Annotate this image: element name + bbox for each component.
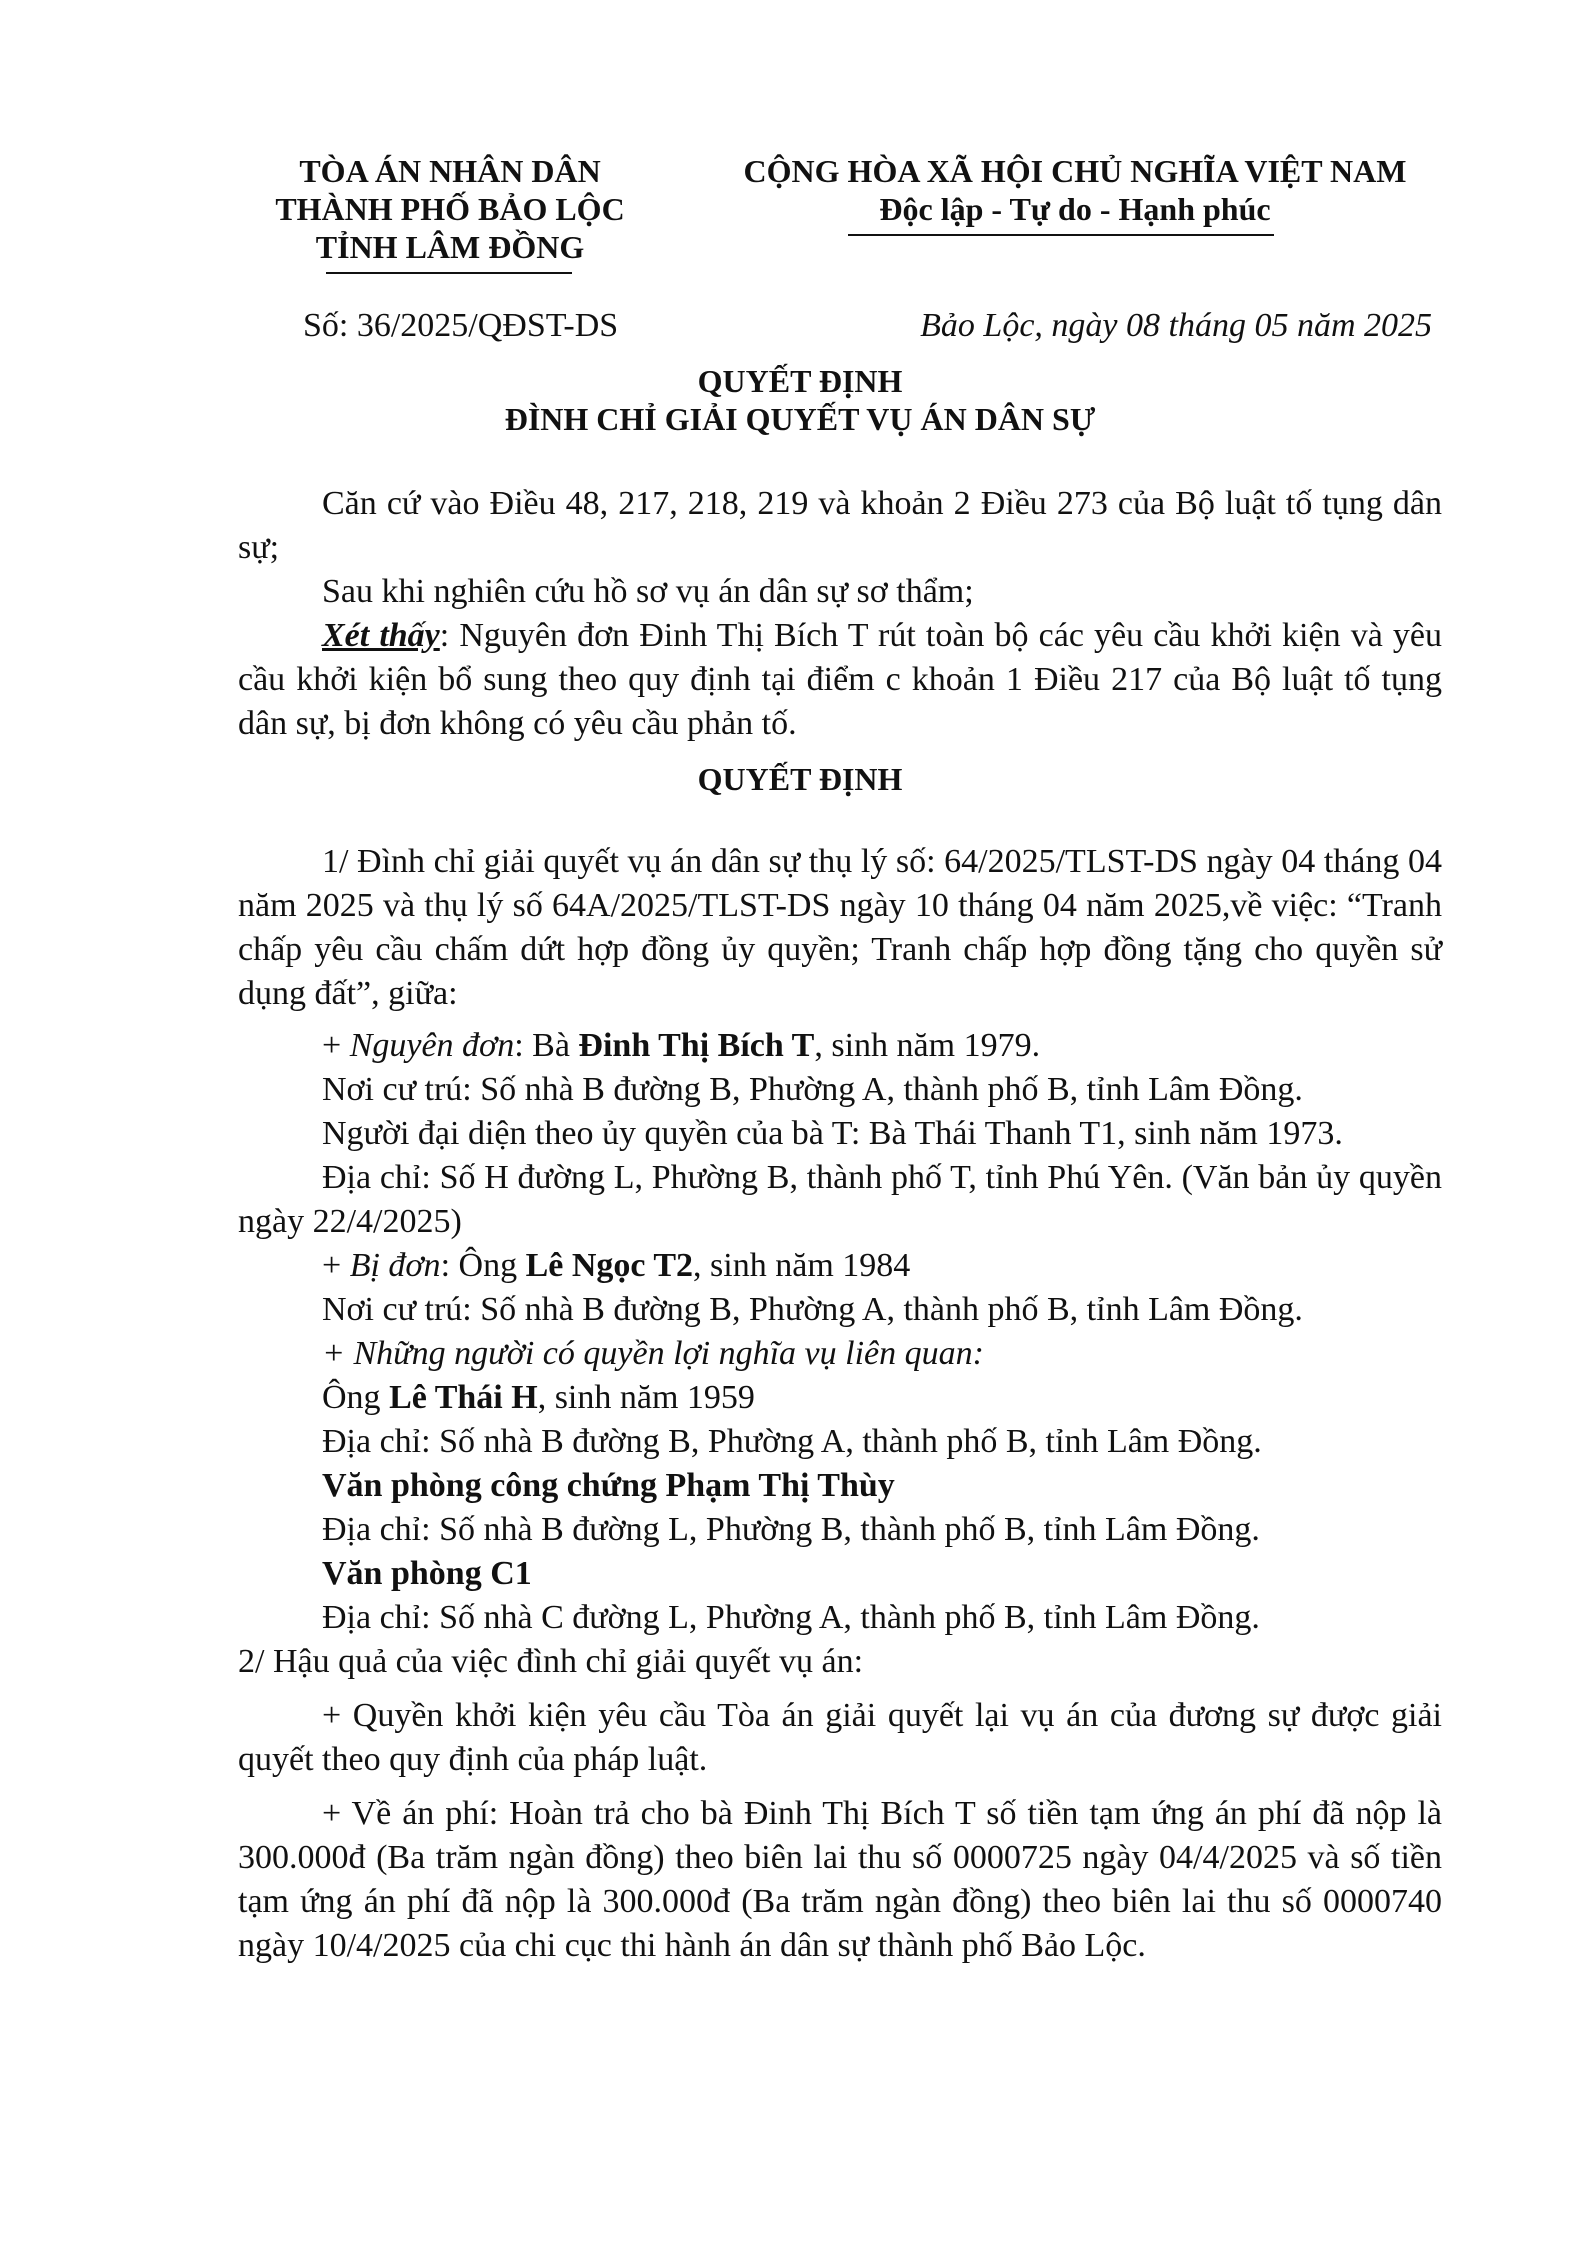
court-name-block bbox=[222, 152, 678, 266]
nation-title: CỘNG HÒA XÃ HỘI CHỦ NGHĨA VIỆT NAM bbox=[743, 153, 1407, 189]
related-1-name: Lê Thái H bbox=[389, 1379, 538, 1416]
court-line-2: THÀNH PHỐ BẢO LỘC bbox=[275, 191, 625, 227]
plaintiff-line bbox=[238, 1024, 1442, 1068]
defendant-label: Bị đơn bbox=[349, 1247, 441, 1284]
nation-motto: Độc lập - Tự do - Hạnh phúc bbox=[879, 191, 1271, 227]
preamble bbox=[238, 482, 1442, 746]
document-title bbox=[260, 362, 1340, 438]
motto-underline bbox=[848, 234, 1274, 236]
place-date: Bảo Lộc, ngày 08 tháng 05 năm 2025 bbox=[920, 307, 1432, 344]
finding-text: : Nguyên đơn Đinh Thị Bích T rút toàn bộ các yêu cầu khởi kiện và yêu cầu khởi kiện bổ sung theo quy định tại điểm c khoản 1 Điều 217 của Bộ luật tố tụng dân sự, bị đơn không có yêu cầu phản tố. bbox=[238, 617, 1442, 742]
right-to-sue: + Quyền khởi kiện yêu cầu Tòa án giải quyết lại vụ án của đương sự được giải quyết theo quy định của pháp luật. bbox=[238, 1697, 1442, 1778]
related-1-post: , sinh năm 1959 bbox=[537, 1379, 755, 1416]
plaintiff-post: , sinh năm 1979. bbox=[814, 1027, 1041, 1064]
related-party-1-address: Địa chỉ: Số nhà B đường B, Phường A, thành phố B, tỉnh Lâm Đồng. bbox=[322, 1423, 1262, 1460]
defendant-prefix: + bbox=[322, 1247, 350, 1284]
representative: Người đại diện theo ủy quyền của bà T: Bà Thái Thanh T1, sinh năm 1973. bbox=[322, 1115, 1343, 1152]
court-line-1: TÒA ÁN NHÂN DÂN bbox=[299, 153, 601, 189]
related-1-pre: Ông bbox=[322, 1379, 390, 1416]
defendant-line bbox=[238, 1244, 1442, 1288]
plaintiff-pre: : Bà bbox=[514, 1027, 579, 1064]
defendant-residence: Nơi cư trú: Số nhà B đường B, Phường A, thành phố B, tỉnh Lâm Đồng. bbox=[322, 1291, 1303, 1328]
court-underline bbox=[326, 272, 572, 274]
court-fee: + Về án phí: Hoàn trả cho bà Đinh Thị Bích T số tiền tạm ứng án phí đã nộp là 300.000đ (Ba trăm ngàn đồng) theo biên lai thu số 0000725 ngày 04/4/2025 và số tiền tạm ứng án phí đã nộp là 300.000đ (Ba trăm ngàn đồng) theo biên lai thu số 0000740 ngày 10/4/2025 của chi cục thi hành án dân sự thành phố Bảo Lộc. bbox=[238, 1795, 1442, 1964]
section-1 bbox=[238, 840, 1442, 1968]
plaintiff-name: Đinh Thị Bích T bbox=[578, 1027, 815, 1064]
defendant-post: , sinh năm 1984 bbox=[693, 1247, 911, 1284]
document-number: Số: 36/2025/QĐST-DS bbox=[303, 307, 619, 344]
plaintiff-residence: Nơi cư trú: Số nhà B đường B, Phường A, thành phố B, tỉnh Lâm Đồng. bbox=[322, 1071, 1303, 1108]
representative-address: Địa chỉ: Số H đường L, Phường B, thành phố T, tỉnh Phú Yên. (Văn bản ủy quyền ngày 22/4/2025) bbox=[238, 1159, 1442, 1240]
finding-label: Xét thấy bbox=[322, 617, 440, 654]
section-1-intro: 1/ Đình chỉ giải quyết vụ án dân sự thụ lý số: 64/2025/TLST-DS ngày 04 tháng 04 năm 2025 và thụ lý số 64A/2025/TLST-DS ngày 10 tháng 04 năm 2025,về việc: “Tranh chấp yêu cầu chấm dứt hợp đồng ủy quyền; Tranh chấp hợp đồng tặng cho quyền sử dụng đất”, giữa: bbox=[238, 843, 1442, 1012]
decision-heading: QUYẾT ĐỊNH bbox=[697, 761, 903, 797]
case-study-note: Sau khi nghiên cứu hồ sơ vụ án dân sự sơ thẩm; bbox=[322, 573, 974, 610]
finding-paragraph bbox=[238, 614, 1442, 746]
defendant-name: Lê Ngọc T2 bbox=[525, 1247, 694, 1284]
related-party-1 bbox=[238, 1376, 1442, 1420]
plaintiff-prefix: + bbox=[322, 1027, 350, 1064]
related-party-2: Văn phòng công chứng Phạm Thị Thùy bbox=[322, 1467, 895, 1504]
court-line-3: TỈNH LÂM ĐỒNG bbox=[315, 229, 585, 265]
section-2-heading: 2/ Hậu quả của việc đình chỉ giải quyết vụ án: bbox=[238, 1643, 864, 1680]
defendant-pre: : Ông bbox=[440, 1247, 526, 1284]
related-party-2-address: Địa chỉ: Số nhà B đường L, Phường B, thành phố B, tỉnh Lâm Đồng. bbox=[322, 1511, 1260, 1548]
title-line-1: QUYẾT ĐỊNH bbox=[697, 363, 903, 399]
related-parties-label: + Những người có quyền lợi nghĩa vụ liên quan: bbox=[322, 1335, 984, 1372]
title-line-2: ĐÌNH CHỈ GIẢI QUYẾT VỤ ÁN DÂN SỰ bbox=[504, 401, 1096, 437]
plaintiff-label: Nguyên đơn bbox=[349, 1027, 515, 1064]
related-party-3-address: Địa chỉ: Số nhà C đường L, Phường A, thành phố B, tỉnh Lâm Đồng. bbox=[322, 1599, 1260, 1636]
national-motto-block bbox=[695, 152, 1455, 228]
legal-basis: Căn cứ vào Điều 48, 217, 218, 219 và khoản 2 Điều 273 của Bộ luật tố tụng dân sự; bbox=[238, 485, 1442, 566]
related-party-3: Văn phòng C1 bbox=[322, 1555, 532, 1592]
